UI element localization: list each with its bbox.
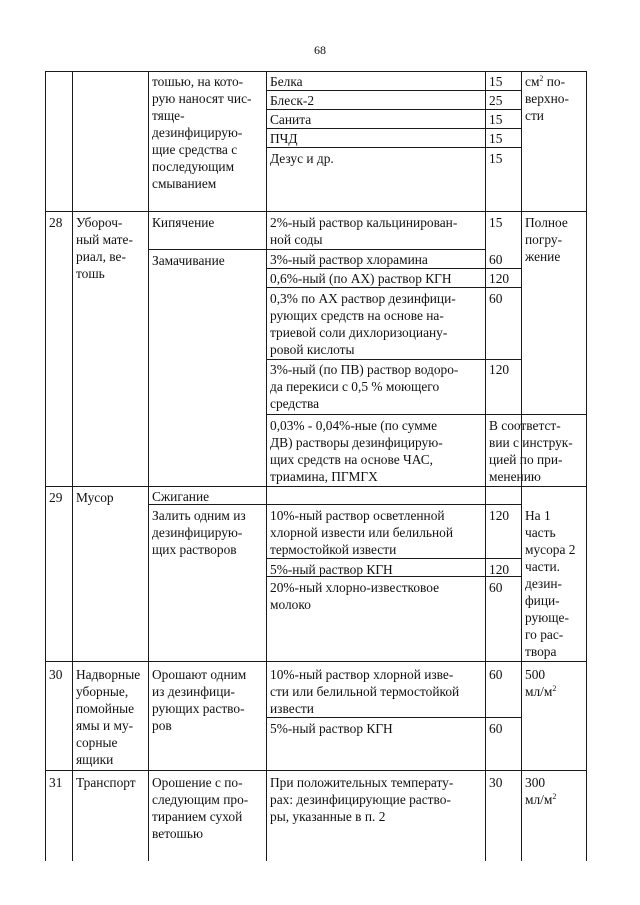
time-cell: 60 <box>489 667 503 682</box>
time-cell: 30 <box>489 775 503 790</box>
method-cell: Орошают одним из дезинфици- рующих раство- ров <box>152 667 247 733</box>
method-cell: Залить одним из дезинфицирую- щих растворов <box>152 508 246 557</box>
top-note-sup: 2 <box>539 74 544 83</box>
rule <box>267 359 521 360</box>
row-number: 29 <box>49 490 63 505</box>
agent-cell: 5%-ный раствор КГН <box>270 721 393 736</box>
agent-cell: 0,3% по АХ раствор дезинфици- рующих средств на основе на- триевой соли дихлоризоциану- ровой кислоты <box>270 291 456 357</box>
time-cell: 60 <box>489 721 503 736</box>
method-cell: Сжигание <box>152 489 210 504</box>
note-cell: В соответст- вии с инструк- цией по при- менению <box>489 418 573 484</box>
rule <box>148 71 149 861</box>
row-number: 31 <box>49 775 63 790</box>
top-note-prefix: см <box>525 74 540 89</box>
rule <box>267 717 521 718</box>
agent-cell: 10%-ный раствор осветленной хлорной извести или белильной термостойкой извести <box>270 508 454 557</box>
rule <box>267 90 521 91</box>
agent-cell: 3%-ный раствор хлорамина <box>270 252 428 267</box>
time-cell: 60 <box>489 252 503 267</box>
rule <box>45 71 46 861</box>
rule <box>72 71 73 861</box>
note-cell <box>525 666 556 700</box>
time-cell: 120 <box>489 362 510 377</box>
rule <box>485 71 486 861</box>
object-cell: Мусор <box>76 490 114 505</box>
row-number: 28 <box>49 215 63 230</box>
rule <box>45 71 586 72</box>
top-item-name: Блеск-2 <box>270 93 315 108</box>
top-note-suffix: по- верхно- сти <box>525 74 569 123</box>
object-cell: Транспорт <box>76 775 136 790</box>
top-item-time: 15 <box>489 74 503 89</box>
agent-cell: 0,03% - 0,04%-ные (по сумме ДВ) растворы дезинфицирую- щих средств на основе ЧАС, триамина, ПГМГХ <box>270 418 443 484</box>
rule <box>45 661 586 662</box>
note-sup: 2 <box>552 792 557 801</box>
note-cell <box>525 774 556 808</box>
note-prefix: 300 мл/м <box>525 775 553 807</box>
top-item-time: 15 <box>489 151 503 166</box>
rule <box>586 71 587 861</box>
top-item-time: 15 <box>489 131 503 146</box>
time-cell: 120 <box>489 508 510 523</box>
time-cell: 120 <box>489 562 510 577</box>
agent-cell: 0,6%-ный (по АХ) раствор КГН <box>270 271 452 286</box>
rule <box>267 287 521 288</box>
note-cell: Полное погру- жение <box>525 215 568 264</box>
top-item-time: 25 <box>489 93 503 108</box>
top-item-name: Дезус и др. <box>270 151 334 166</box>
agent-cell: При положительных температу- рах: дезинфицирующие раство- ры, указанные в п. 2 <box>270 775 454 824</box>
rule <box>267 414 586 415</box>
rule <box>148 249 486 250</box>
method-cell: Орошение с по- следующим про- тиранием сухой ветошью <box>152 775 249 841</box>
rule <box>45 486 586 487</box>
rule <box>267 109 521 110</box>
row-number: 30 <box>49 667 63 682</box>
rule <box>267 558 521 559</box>
top-item-name: Санита <box>270 112 312 127</box>
note-cell: На 1 часть мусора 2 части. дезин- фици- рующе- го рас- твора <box>525 508 576 659</box>
time-cell: 120 <box>489 271 510 286</box>
rule <box>266 71 267 861</box>
note-sup: 2 <box>552 684 557 693</box>
time-cell: 60 <box>489 291 503 306</box>
time-cell: 15 <box>489 215 503 230</box>
top-item-name: ПЧД <box>270 131 298 146</box>
rule <box>267 268 521 269</box>
note-prefix: 500 мл/м <box>525 667 553 699</box>
rule <box>45 211 586 212</box>
agent-cell: 3%-ный (по ПВ) раствор водоро- да перекиси с 0,5 % моющего средства <box>270 362 459 411</box>
top-item-time: 15 <box>489 112 503 127</box>
rule <box>45 770 586 771</box>
top-note-cell <box>525 73 569 124</box>
page-number: 68 <box>314 43 326 57</box>
method-cell: Замачивание <box>152 253 225 268</box>
object-cell: Надворные уборные, помойные ямы и му- сорные ящики <box>76 667 141 767</box>
top-method-cell: тошью, на кото- рую наносят чис- тяще- дезинфицирую- щие средства с последующим смыванием <box>152 74 252 191</box>
top-item-name: Белка <box>270 74 303 89</box>
agent-cell: 20%-ный хлорно-известковое молоко <box>270 580 440 612</box>
time-cell: 60 <box>489 580 503 595</box>
agent-cell: 10%-ный раствор хлорной изве- сти или белильной термостойкой извести <box>270 667 460 716</box>
agent-cell: 2%-ный раствор кальцинирован- ной соды <box>270 215 458 247</box>
rule <box>267 147 521 148</box>
object-cell: Убороч- ный мате- риал, ве- тошь <box>76 215 133 281</box>
agent-cell: 5%-ный раствор КГН <box>270 562 393 577</box>
rule <box>267 128 521 129</box>
method-cell: Кипячение <box>152 215 215 230</box>
